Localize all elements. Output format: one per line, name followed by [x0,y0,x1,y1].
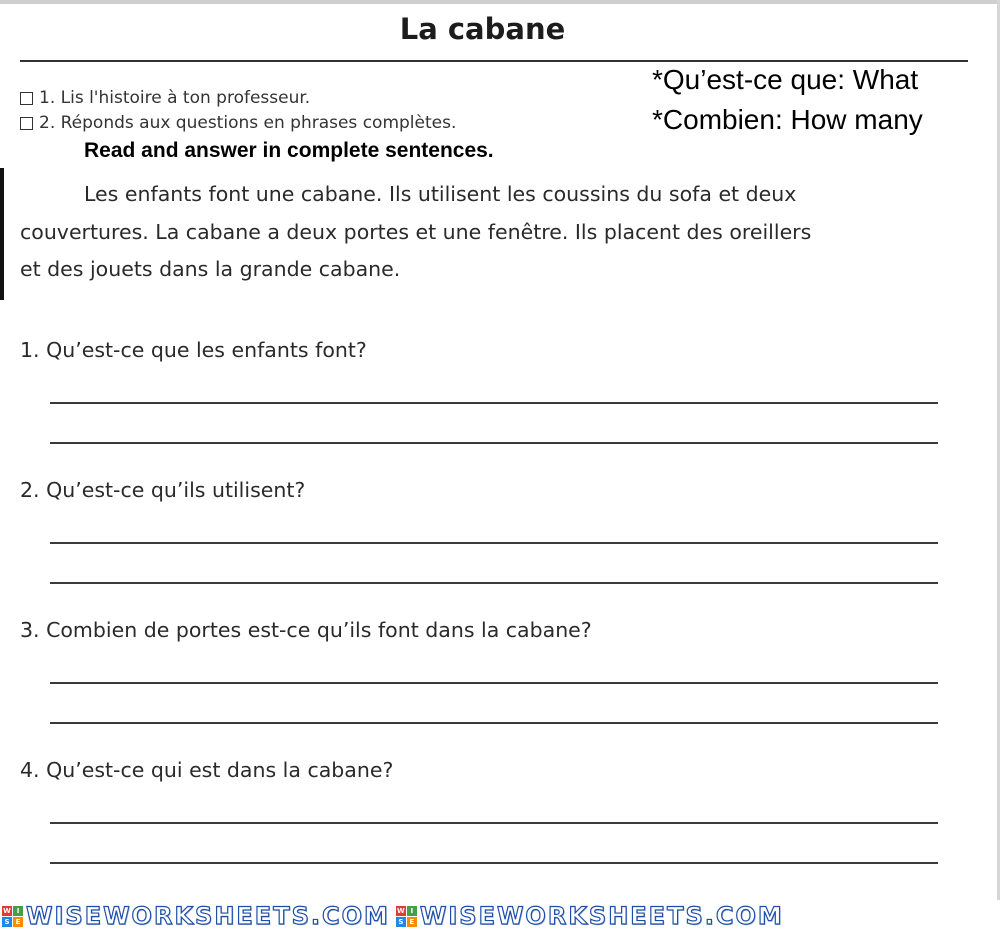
question-3: 3. Combien de portes est-ce qu’ils font dans la cabane? [20,618,592,642]
answer-4-line-1[interactable] [50,798,938,824]
title-divider [20,60,968,62]
question-2: 2. Qu’est-ce qu’ils utilisent? [20,478,306,502]
checkbox-icon[interactable] [20,92,33,105]
instruction-1-text: 1. Lis l'histoire à ton professeur. [39,88,311,108]
brand-watermark [396,902,784,930]
answer-2-line-1[interactable] [50,518,938,544]
brand-text: WISEWORKSHEETS.COM [26,902,390,930]
frame-top-border [0,0,1000,4]
story-line-2: couvertures. La cabane a deux portes et une fenêtre. Ils placent des oreillers [20,219,812,244]
checkbox-icon[interactable] [20,117,33,130]
wise-logo-icon: W I S E [396,906,417,927]
question-1: 1. Qu’est-ce que les enfants font? [20,338,367,362]
instruction-2-text: 2. Réponds aux questions en phrases complètes. [39,113,457,133]
note-how-many: *Combien: How many [652,104,923,135]
question-4: 4. Qu’est-ce qui est dans la cabane? [20,758,394,782]
wise-logo-icon: W I S E [2,906,23,927]
story-paragraph [20,176,950,289]
story-line-3: et des jouets dans la grande cabane. [20,257,401,281]
instruction-1 [20,88,310,108]
answer-1-line-1[interactable] [50,378,938,404]
instruction-2 [20,113,456,133]
story-line-1: Les enfants font une cabane. Ils utilisent les coussins du sofa et deux [84,182,797,206]
answer-3-line-2[interactable] [50,698,938,724]
answer-4-line-2[interactable] [50,838,938,864]
english-instruction: Read and answer in complete sentences. [84,139,494,162]
watermark-footer [0,898,1000,934]
note-what: *Qu’est-ce que: What [652,64,919,95]
answer-2-line-2[interactable] [50,558,938,584]
answer-1-line-2[interactable] [50,418,938,444]
frame-left-marker [0,168,4,300]
brand-watermark [2,902,390,930]
worksheet-title: La cabane [399,12,566,46]
answer-3-line-1[interactable] [50,658,938,684]
brand-text: WISEWORKSHEETS.COM [419,902,784,930]
